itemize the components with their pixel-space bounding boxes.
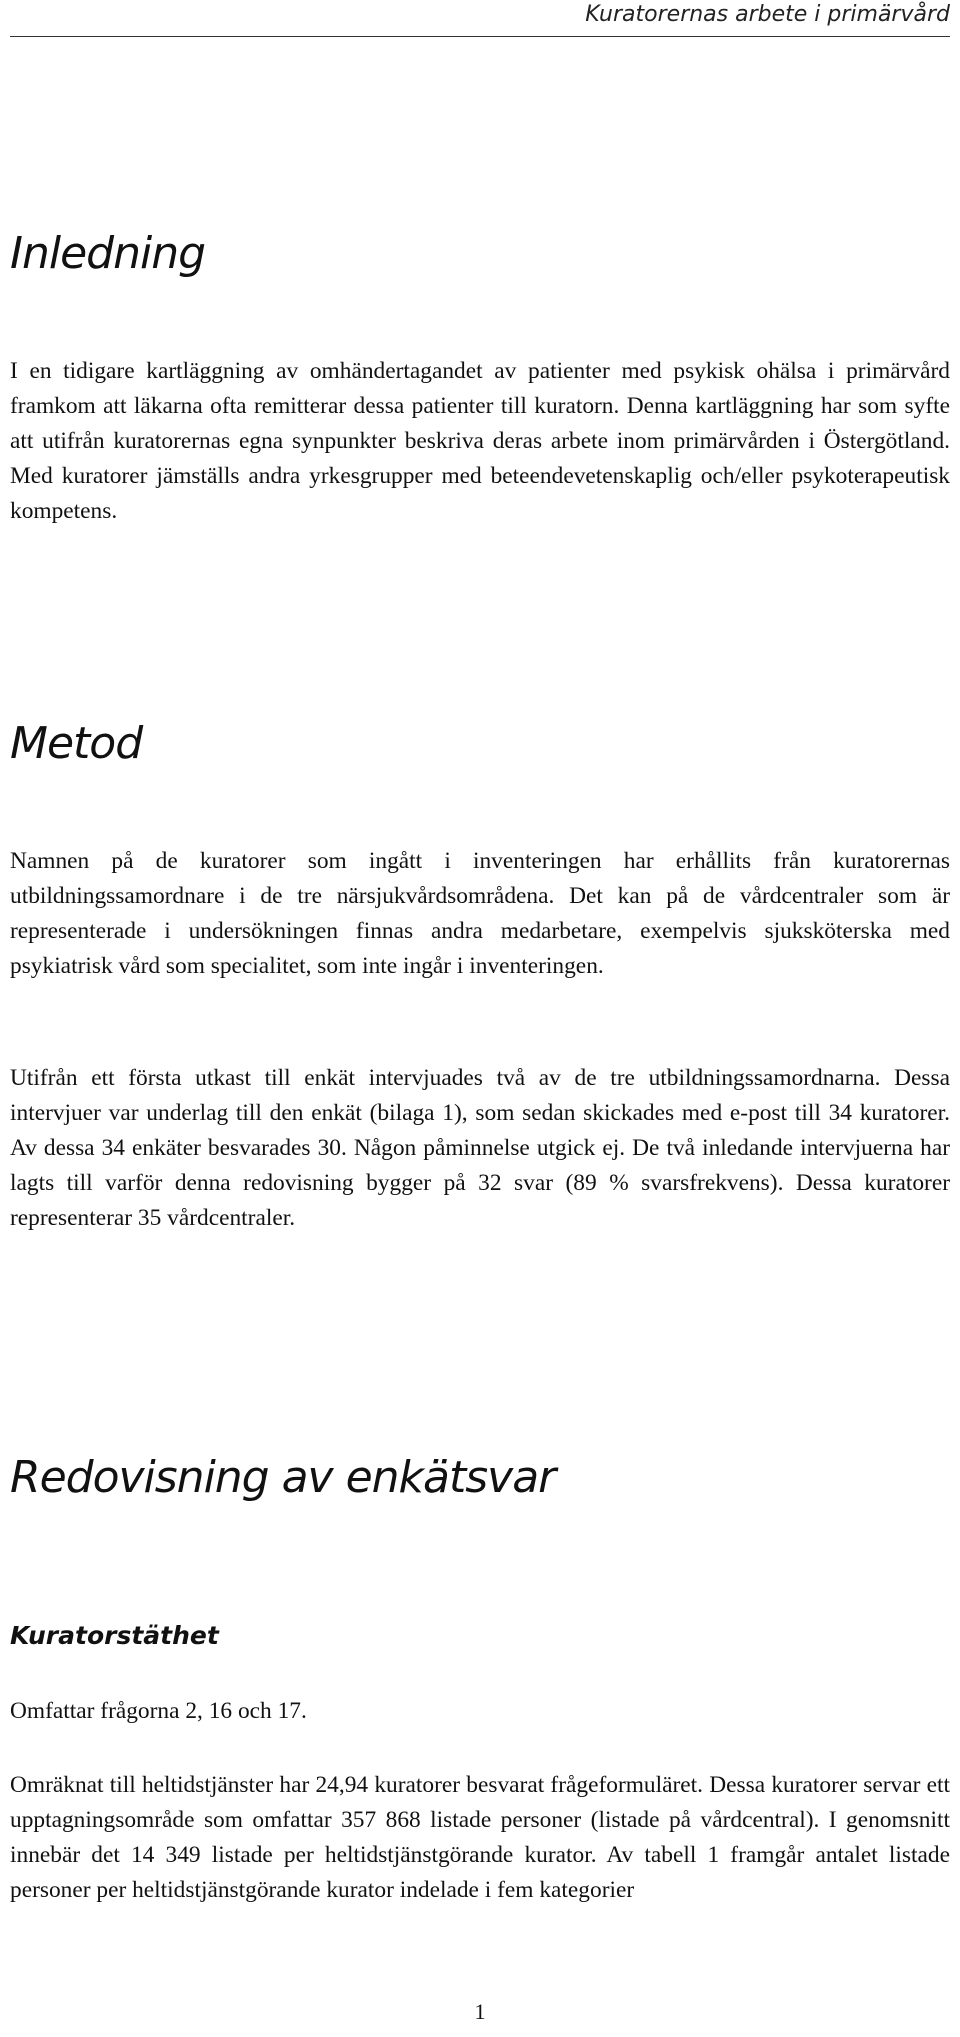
- subheading-kuratorstathet: Kuratorstäthet: [10, 1621, 219, 1650]
- paragraph-redovisning-1: Omfattar frågorna 2, 16 och 17.: [10, 1698, 307, 1724]
- paragraph-metod-2: Utifrån ett första utkast till enkät intervjuades två av de tre utbildningssamordnarna. Dessa intervjuer var underlag till den enkät (bilaga 1), som sedan skickades med e-post till 34 kuratorer. Av dessa 34 enkäter besvarades 30. Någon påminnelse utgick ej. De två inledande intervjuerna har lagts till varför denna redovisning bygger på 32 svar (89 % svarsfrekvens). Dessa kuratorer representerar 35 vårdcentraler.: [10, 1065, 950, 1231]
- heading-metod: Metod: [10, 718, 143, 769]
- paragraph-inledning-1: I en tidigare kartläggning av omhändertagandet av patienter med psykisk ohälsa i primärvård framkom att läkarna ofta remitterar dessa patienter till kuratorn. Denna kartläggning har som syfte att utifrån kuratorernas egna synpunkter beskriva deras arbete inom primärvården i Östergötland. Med kuratorer jämställs andra yrkesgrupper med beteendevetenskaplig och/eller psykoterapeutisk kompetens.: [10, 358, 950, 524]
- running-header: Kuratorernas arbete i primärvård: [585, 2, 950, 27]
- heading-inledning: Inledning: [10, 228, 206, 279]
- page-number: 1: [474, 1999, 486, 2024]
- paragraph-metod-1: Namnen på de kuratorer som ingått i inventeringen har erhållits från kuratorernas utbildningssamordnare i de tre närsjukvårdsområdena. Det kan på de vårdcentraler som är representerade i undersökningen finnas andra medarbetare, exempelvis sjuksköterska med psykiatrisk vård som specialitet, som inte ingår i inventeringen.: [10, 848, 950, 979]
- heading-redovisning: Redovisning av enkätsvar: [10, 1452, 556, 1503]
- paragraph-redovisning-2: Omräknat till heltidstjänster har 24,94 kuratorer besvarat frågeformuläret. Dessa kuratorer servar ett upptagningsområde som omfattar 357 868 listade personer (listade på vårdcentral). I genomsnitt innebär det 14 349 listade per heltidstjänstgörande kurator. Av tabell 1 framgår antalet listade personer per heltidstjänstgörande kurator indelade i fem kategorier: [10, 1772, 950, 1903]
- header-rule: [10, 36, 950, 37]
